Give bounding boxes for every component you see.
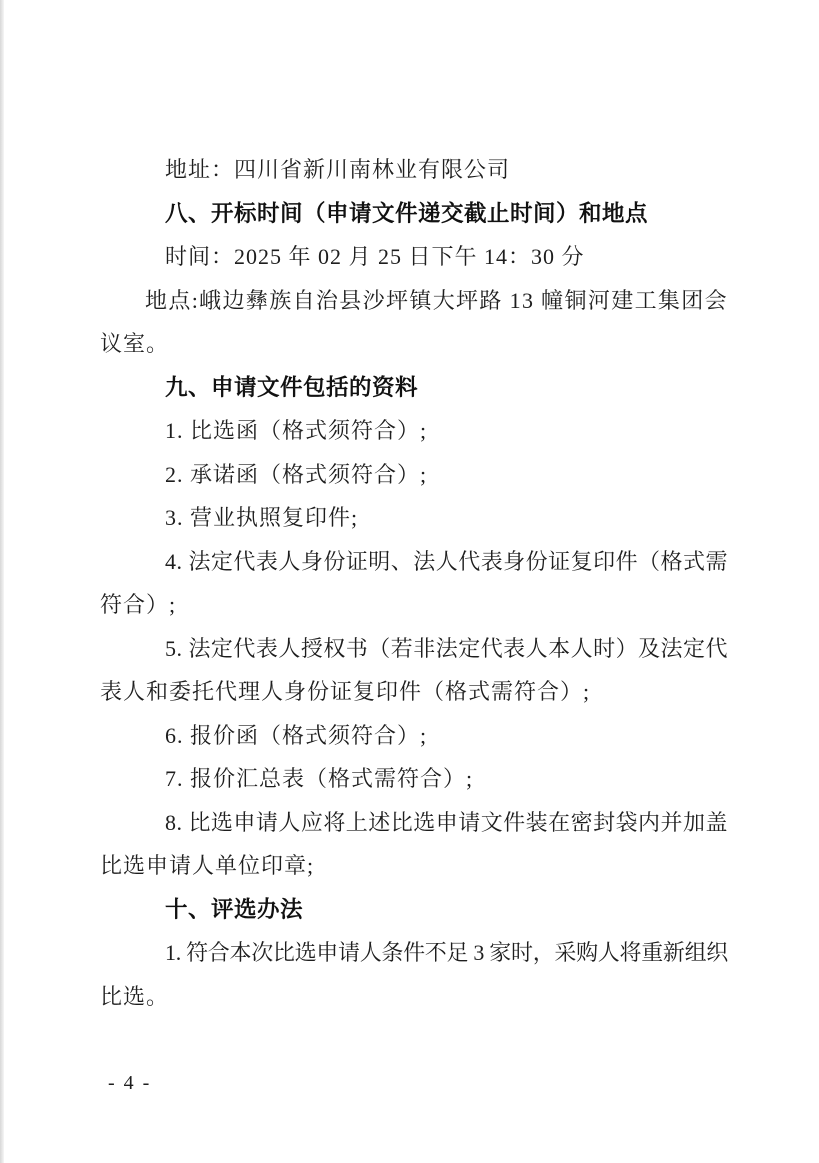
section-heading (100, 192, 728, 236)
line-text: 4. 法定代表人身份证明、法人代表身份证复印件（格式需 (165, 548, 728, 574)
page-number: - 4 - (108, 1072, 152, 1094)
line-text: 符合）; (100, 592, 177, 617)
text-line (100, 801, 728, 845)
line-text: 议室。 (100, 331, 170, 356)
line-text: 1. 比选函（格式须符合）; (165, 418, 428, 443)
line-text: 时间：2025 年 02 月 25 日下午 14：30 分 (165, 244, 585, 269)
text-line (100, 714, 728, 758)
text-line (100, 975, 728, 1019)
text-line (100, 279, 728, 323)
line-text: 地址：四川省新川南林业有限公司 (165, 157, 511, 182)
text-line (100, 322, 728, 366)
line-text: 表人和委托代理人身份证复印件（格式需符合）; (100, 679, 591, 704)
line-text: 地点:峨边彝族自治县沙坪镇大坪路 13 幢铜河建工集团会 (145, 287, 728, 313)
text-line (100, 540, 728, 584)
document-content (100, 148, 728, 1018)
line-text: 比选申请人单位印章; (100, 853, 315, 878)
text-line (100, 453, 728, 497)
text-line (100, 496, 728, 540)
line-text: 1. 符合本次比选申请人条件不足 3 家时，采购人将重新组织 (165, 940, 728, 965)
line-text: 十、评选办法 (165, 896, 304, 922)
line-text: 比选。 (100, 983, 170, 1009)
line-text: 5. 法定代表人授权书（若非法定代表人本人时）及法定代 (165, 635, 728, 661)
line-text: 7. 报价汇总表（格式需符合）; (165, 766, 474, 791)
line-text: 8. 比选申请人应将上述比选申请文件装在密封袋内并加盖 (165, 809, 728, 835)
line-text: 2. 承诺函（格式须符合）; (165, 461, 428, 487)
line-text: 3. 营业执照复印件; (165, 505, 359, 530)
text-line (100, 757, 728, 801)
section-heading (100, 366, 728, 410)
line-text: 6. 报价函（格式须符合）; (165, 722, 428, 748)
text-line (100, 409, 728, 453)
scan-edge-artifact (0, 0, 4, 1163)
text-line (100, 844, 728, 888)
text-line (100, 583, 728, 627)
line-text: 八、开标时间（申请文件递交截止时间）和地点 (165, 200, 649, 226)
text-line (100, 627, 728, 671)
text-line (100, 148, 728, 192)
section-heading (100, 888, 728, 932)
line-text: 九、申请文件包括的资料 (165, 374, 419, 400)
text-line (100, 931, 728, 975)
text-line (100, 235, 728, 279)
text-line (100, 670, 728, 714)
